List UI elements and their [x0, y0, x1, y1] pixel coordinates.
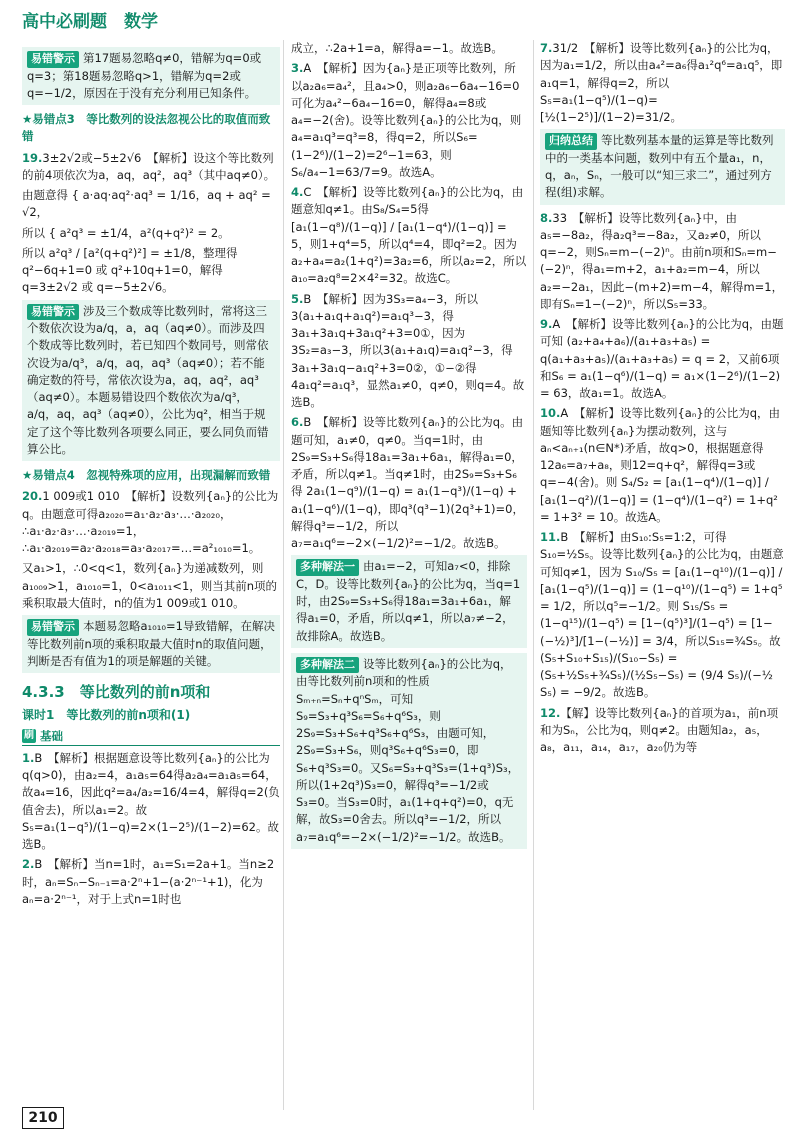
- solution-text: B 【解析】由S₁₀:S₅=1:2，可得S₁₀=½S₅。设等比数列{aₙ}的公比为q，由题意可知q≠1，因为 S₁₀/S₅ = [a₁(1−q¹⁰)/(1−q)] / [a₁(1−q⁵)/(1−q)] = (1−q¹⁰)/(1−q⁵) = 1+q⁵ = 1/2，所以q⁵=−1/2。则 S₁₅/S₅ = (1−q¹⁵)/(1−q⁵) = [1−(q⁵)³]/(1−q⁵) = [1−(−½)³]/[1−(−½)] = 3/4，所以S₁₅=¾S₅。故 (S₅+S₁₀+S₁₅)/(S₁₀−S₅) = (S₅+½S₅+¾S₅)/(½S₅−S₅) = (9/4 S₅)/(−½ S₅) = −9/2。故选B。: [540, 530, 784, 700]
- solution-text: 成立，∴2a+1=a，解得a=−1。故选B。: [291, 41, 503, 55]
- question-number: 12.: [540, 705, 561, 720]
- solution-paragraph: [540, 405, 785, 526]
- question-number: 1.: [22, 750, 35, 765]
- solution-text: 31/2 【解析】设等比数列{aₙ}的公比为q，因为a₁=1/2，所以由a₄²=a₆得a₁²q⁶=a₁q⁵，即a₁q=1，解得q=2，所以S₅=a₁(1−q⁵)/(1−q)=[½(1−2⁵)]/(1−2)=31/2。: [540, 41, 783, 124]
- solution-text: 1 009或1 010 【解析】设数列{aₙ}的公比为q。由题意可得a₂₀₂₀=a₁·a₂·a₃·…·a₂₀₂₀，∴a₁·a₂·a₃·…·a₂₀₁₉=1，∴a₁·a₂₀₁₉=a₂·a₂₀₁₈=a₃·a₂₀₁₇=…=a²₁₀₁₀=1。: [22, 489, 279, 555]
- callout-box: [22, 47, 280, 105]
- solution-paragraph: [291, 40, 527, 57]
- question-number: 6.: [291, 415, 304, 430]
- solution-paragraph: [22, 856, 280, 908]
- solution-paragraph: [291, 184, 527, 288]
- basic-level-label: 基础: [40, 728, 63, 743]
- solution-paragraph: [540, 40, 785, 126]
- solution-text: A 【解析】设等比数列{aₙ}的公比为q，由题可知 (a₂+a₄+a₆)/(a₁+a₃+a₅) = q(a₁+a₃+a₅)/(a₁+a₃+a₅) = q = 2，又前6项和S₆ = a₁(1−q⁶)/(1−q) = a₁×(1−2⁶)/(1−2) = 63，故a₁=1。故选A。: [540, 317, 784, 400]
- solution-paragraph: [22, 150, 280, 185]
- solution-paragraph: [291, 291, 527, 412]
- solution-paragraph: [22, 245, 280, 297]
- callout-text: 等比数列基本量的运算是等比数列中的一类基本问题，数列中有五个量a₁，n，q，aₙ，Sₙ，一般可以“知三求二”，通过列方程(组)求解。: [545, 133, 774, 200]
- question-number: 19.: [22, 150, 43, 165]
- callout-box: [22, 300, 280, 462]
- solution-text: 由题意得 { a·aq·aq²·aq³ = 1/16，aq + aq² = √2，: [22, 188, 271, 220]
- solution-text: B 【解析】设等比数列{aₙ}的公比为q。由题可知，a₁≠0，q≠0。当q=1时，由2S₉=S₃+S₆得18a₁=3a₁+6a₁，解得a₁=0，矛盾，所以q≠1。当q≠1时，由2S₉=S₃+S₆得 2a₁(1−q⁹)/(1−q) = a₁(1−q³)/(1−q) + a₁(1−q⁶)/(1−q)，即q³(q³−1)(2q³+1)=0，解得q³=−1/2，所以a₇=a₁q⁶=−2×(−1/2)²=−1/2。故选B。: [291, 415, 524, 550]
- callout-text: 本题易忽略a₁₀₁₀=1导致错解，在解决等比数列前n项的乘积取最大值时n的取值问题，判断是否有值为1的项是解题的关键。: [27, 619, 275, 668]
- callout-tag: 易错警示: [27, 51, 79, 68]
- solution-text: C 【解析】设等比数列{aₙ}的公比为q，由题意知q≠1。由S₈/S₄=5得 [a₁(1−q⁸)/(1−q)] / [a₁(1−q⁴)/(1−q)] = 5，则1+q⁴=5，所以q⁴=4，即q²=2。因为a₂+a₄=a₂(1+q²)=3a₂=6，所以a₂=2，所以a₁₀=a₂q⁸=2×4²=32。故选C。: [291, 185, 527, 286]
- callout-text: 涉及三个数成等比数列时，常将这三个数依次设为a/q，a，aq（aq≠0）。而涉及四个数成等比数列时，若已知四个数同号，则常依次设为a/q³，a/q，aq，aq³（aq≠0）；若不能确定数的符号，常依次设为a，aq，aq²，aq³（aq≠0）。本题易错设四个数依次为a/q³，a/q，aq，aq³（aq≠0），公比为q²，相当于规定了这个等比数列各项要么同正，要么同负而错算公比。: [27, 303, 269, 456]
- column-1: [22, 44, 280, 1094]
- solution-text: 【解】设等比数列{aₙ}的首项为a₁，前n项和为Sₙ，公比为q，则q≠2。由题知a₂，a₅，a₈，a₁₁，a₁₄，a₁₇，a₂₀仍为等: [540, 705, 779, 754]
- page-number: 210: [22, 1107, 64, 1129]
- solution-paragraph: [22, 750, 280, 854]
- solution-paragraph: [540, 210, 785, 314]
- error-point-heading: ★易错点3 等比数列的设法忽视公比的取值而致错: [22, 112, 271, 144]
- lesson-title: 课时1 等比数列的前n项和(1): [22, 707, 191, 722]
- column-divider: [533, 40, 534, 1110]
- callout-tag: 归纳总结: [545, 133, 597, 150]
- column-2: [291, 40, 527, 1090]
- solution-text: B 【解析】当n=1时，a₁=S₁=2a+1。当n≥2时，aₙ=Sₙ−Sₙ₋₁=a·2ⁿ+1−(a·2ⁿ⁻¹+1)，化为aₙ=a·2ⁿ⁻¹，对于上式n=1时也: [22, 857, 275, 906]
- solution-text: A 【解析】设等比数列{aₙ}的公比为q，由题知等比数列{aₙ}为摆动数列，这与aₙ<aₙ₊₁(n∈N*)矛盾，故q>0，根据题意得12a₆=a₇+a₈，则12=q+q²，解得q=3或q=−4(舍)。则 S₄/S₂ = [a₁(1−q⁴)/(1−q)] / [a₁(1−q²)/(1−q)] = (1−q⁴)/(1−q²) = 1+q² = 1+3² = 10。故选A。: [540, 406, 781, 524]
- callout-box: [291, 653, 527, 849]
- callout-tag: 易错警示: [27, 304, 79, 321]
- solution-text: B 【解析】因为3S₃=a₄−3，所以3(a₁+a₁q+a₁q²)=a₁q³−3，得3a₁+3a₁q+3a₁q²+3=0①，因为3S₂=a₃−3，所以3(a₁+a₁q)=a₁q²−3，得3a₁+3a₁q−a₁q²+3=0②，①−②得4a₁q²=a₁q³，显然a₁≠0，q≠0，则q=4。故选B。: [291, 291, 525, 409]
- solution-paragraph: [22, 225, 280, 242]
- solution-paragraph: [540, 529, 785, 702]
- question-number: 10.: [540, 406, 561, 421]
- question-number: 20.: [22, 489, 43, 504]
- solution-paragraph: [22, 488, 280, 557]
- callout-box: [22, 615, 280, 673]
- brush-badge-icon: 刷: [24, 730, 34, 742]
- solution-text: B 【解析】根据题意设等比数列{aₙ}的公比为q(q>0)，由a₂=4，a₁a₅=64得a₂a₄=a₁a₅=64，故a₄=16，因此q²=a₄/a₂=16/4=4，解得q=2(负值舍去)，所以a₁=2。故S₅=a₁(1−q⁵)/(1−q)=2×(1−2⁵)/(1−2)=62。故选B。: [22, 750, 280, 851]
- question-number: 7.: [540, 41, 553, 55]
- solution-paragraph: [291, 60, 527, 181]
- callout-text: 由a₁=−2，可知a₇<0，排除C，D。设等比数列{aₙ}的公比为q，当q=1时，由2S₉=S₃+S₆得18a₁=3a₁+6a₁，解得a₁=0，矛盾，所以q≠1，所以a₇≠−2，故排除A。故选B。: [296, 559, 521, 643]
- callout-box: [540, 129, 785, 204]
- solution-text: 又a₁>1，∴0<q<1，数列{aₙ}为递减数列，则a₁₀₀₉>1，a₁₀₁₀=1，0<a₁₀₁₁<1，则当其前n项的乘积取最大值时，n的值为1 009或1 010。: [22, 561, 278, 610]
- callout-text: 第17题易忽略q≠0，错解为q=0或q=3；第18题易忽略q>1，错解为q=2或q=−1/2，原因在于没有充分利用已知条件。: [27, 51, 262, 100]
- solution-paragraph: [540, 316, 785, 402]
- callout-tag: 易错警示: [27, 619, 79, 636]
- column-divider: [283, 40, 284, 1110]
- solution-paragraph: [22, 560, 280, 612]
- callout-text: 设等比数列{aₙ}的公比为q，由等比数列前n项和的性质Sₘ₊ₙ=Sₙ+qⁿSₘ，可知S₉=S₃+q³S₆=S₆+q⁶S₃，则2S₉=S₃+S₆+q³S₆+q⁶S₃，由题可知，2S₉=S₃+S₆，则q³S₆+q⁶S₃=0，即S₆+q³S₃=0。又S₆=S₃+q³S₃=(1+q³)S₃，所以(1+2q³)S₃=0，解得q³=−1/2或S₃=0。当S₃=0时，a₁(1+q+q²)=0，q无解，故S₃=0舍去。所以q³=−1/2，所以a₇=a₁q⁶=−2×(−1/2)²=−1/2。故选B。: [296, 656, 520, 844]
- column-3: [540, 40, 785, 1090]
- solution-paragraph: [22, 187, 280, 222]
- solution-text: 所以 a²q³ / [a²(q+q²)²] = ±1/8，整理得 q²−6q+1=0 或 q²+10q+1=0，解得 q=3±2√2 或 q=−5±2√6。: [22, 245, 238, 295]
- question-number: 9.: [540, 317, 553, 331]
- callout-tag: 多种解法一: [296, 559, 359, 576]
- question-number: 2.: [22, 857, 35, 872]
- question-number: 4.: [291, 185, 304, 199]
- section-title: 4.3.3 等比数列的前n项和: [22, 683, 211, 701]
- error-point-heading: ★易错点4 忽视特殊项的应用，出现漏解而致错: [22, 468, 271, 482]
- callout-tag: 多种解法二: [296, 657, 359, 674]
- solution-text: A 【解析】因为{aₙ}是正项等比数列，所以a₂a₆=a₄²，且a₄>0，则a₂a₆−6a₄−16=0可化为a₄²−6a₄−16=0，解得a₄=8或a₄=−2(舍)。设等比数列{aₙ}的公比为q，则a₄=a₁q³=q³=8，得q=2，所以S₆=(1−2⁶)/(1−2)=2⁶−1=63，则S₆/a₄−1=63/7=9。故选A。: [291, 61, 522, 179]
- callout-box: [291, 555, 527, 648]
- page-header-title: 高中必刷题 数学: [22, 12, 158, 32]
- question-number: 3.: [291, 61, 304, 76]
- solution-text: 3±2√2或−5±2√6 【解析】设这个等比数列的前4项依次为a，aq，aq²，aq³（其中aq≠0）。: [22, 150, 276, 182]
- question-number: 8.: [540, 210, 553, 225]
- question-number: 5.: [291, 291, 304, 306]
- solution-paragraph: [540, 705, 785, 757]
- solution-paragraph: [291, 414, 527, 552]
- solution-text: 所以 { a²q³ = ±1/4，a²(q+q²)² = 2。: [22, 225, 230, 240]
- basic-level-heading: [22, 728, 280, 746]
- question-number: 11.: [540, 530, 561, 544]
- solution-text: 33 【解析】设等比数列{aₙ}中，由a₅=−8a₂，得a₂q³=−8a₂，又a₂≠0，所以q=−2，则Sₙ=m−(−2)ⁿ。由前n项和Sₙ=m−(−2)ⁿ，得a₁=m+2，a₁+a₂=m−4，所以a₂=−2a₁，因此−(m+2)=m−4，解得m=1，即有Sₙ=1−(−2)ⁿ，所以S₅=33。: [540, 210, 784, 311]
